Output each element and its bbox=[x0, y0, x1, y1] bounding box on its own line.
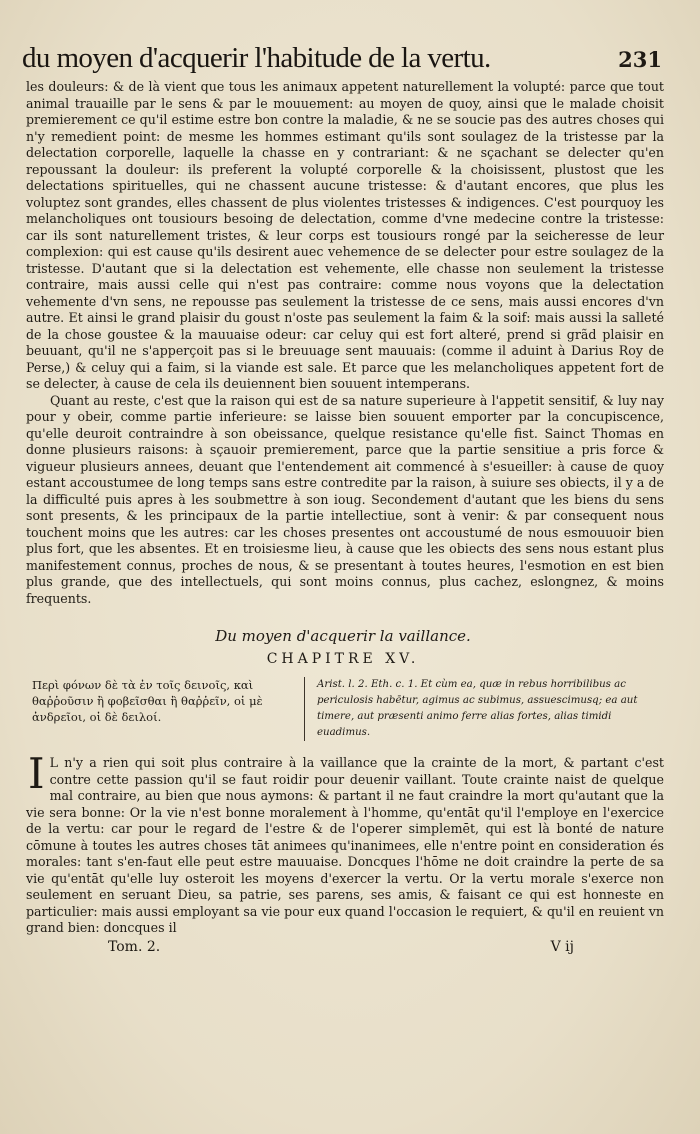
signature-mark: V ij bbox=[550, 938, 574, 955]
running-title: du moyen d'acquerir l'habitude de la vertu. bbox=[22, 42, 491, 74]
chapter-paragraph bbox=[26, 749, 664, 937]
drop-cap: I bbox=[28, 749, 45, 798]
chapter-text bbox=[22, 749, 664, 937]
page-footer bbox=[22, 937, 664, 955]
epigraph-divider bbox=[304, 677, 305, 741]
epigraphs bbox=[32, 677, 660, 741]
paragraph-1: les douleurs: & de là vient que tous les animaux appetent naturellement la volupté: parce que tout animal trauaille par le sens & par le mouuement: au moyen de quoy, ainsi que le malade choisit premierement ce qu'il estime estre bon contre la maladie, & ne se soucie pas des autres choses qui n'y remedient point: de mesme les hommes estimant qu'ils sont soulagez de la tristesse par la delectation corporelle, laquelle la chasse en y contrariant: & ne sçachant se delecter qu'en repoussant la douleur: ils preferent la volupté corporelle & la choisissent, plustost que les delectations spirituelles, qui ne chassent aucune tristesse: & d'autant encores, que plus les voluptez sont grandes, elles chassent de plus violentes tristesses & indigences. C'est pourquoy les melancholiques ont tousiours besoing de delectation, comme d'vne medecine contre la tristesse: car ils sont naturellement tristes, & leur corps est tousiours rongé par la seicheresse de leur complexion: qui est cause qu'ils desirent auec vehemence de se delecter pour estre soulagez de la tristesse. D'autant que si la delectation est vehemente, elle chasse non seulement la tristesse contraire, mais aussi celle qui n'est pas contraire: comme nous voyons que la delectation vehemente d'vn sens, ne repousse pas seulement la tristesse de ce sens, mais aussi encores d'vn autre. Et ainsi le grand plaisir du goust n'oste pas seulement la faim & la soif: mais aussi la salleté de la chose goustee & la mauuaise odeur: car celuy qui est fort alteré, prend si grãd plaisir en beuuant, qu'il ne s'apperçoit pas si le breuuage sent mauuais: (comme il aduint à Darius Roy de Perse,) & celuy qui a faim, si la viande est sale. Et parce que les melancholiques appetent fort de se delecter, à cause de cela ils deuiennent bien souuent intemperans. bbox=[26, 79, 664, 391]
paragraph-2: Quant au reste, c'est que la raison qui est de sa nature superieure à l'appetit sensitif, & luy nay pour y obeir, comme partie inferieure: se laisse bien souuent emporter par la concupiscence, qu'elle deuroit contraindre à son obeissance, quelque resistance qu'elle fist. Sainct Thomas en donne plusieurs raisons: à sçauoir premierement, parce que la partie sensitiue a pris force & vigueur plusieurs annees, deuant que l'entendement ait commencé à s'esueiller: à cause de quoy estant accoustumee de long temps sans estre contredite par la raison, à suiure ses obiects, il y a de la difficulté puis apres à les soubmettre à son ioug. Secondement d'autant que les biens du sens sont presents, & les principaux de la partie intellectiue, sont à venir: & par consequent nous touchent moins que les autres: car les choses presentes ont accoustumé de nous esmouuoir bien plus fort, que les absentes. Et en troisiesme lieu, à cause que les obiects des sens nous estant plus manifestement connus, proches de nous, & se presentant à toutes heures, l'esmotion en est bien plus grande, que des intellectuels, qui sont moins connus, plus cachez, eslongnez, & moins frequents. bbox=[26, 392, 664, 606]
latin-marginal-note: Arist. l. 2. Eth. c. 1. Et cùm ea, quæ in rebus horribilibus ac periculosis habētur, agimus ac subimus, assuescimusq; ea aut timere, aut præsenti animo ferre alias fortes, alias timidi euadimus. bbox=[317, 679, 638, 738]
running-head bbox=[22, 42, 664, 75]
body-text bbox=[22, 79, 664, 607]
volume-mark: Tom. 2. bbox=[108, 938, 161, 955]
greek-epigraph: Περὶ φόνων δὲ τὰ ἐν τοῖς δεινοῖς, καὶ θαῤῥοῦσιν ἢ φοβεῖσθαι ἢ θαῤῥεῖν, οἱ μὲ ἀνδρεῖοι, οἱ δὲ δειλοί. bbox=[32, 678, 263, 724]
section-title: Du moyen d'acquerir la vaillance. bbox=[215, 627, 471, 645]
chapter-heading: CHAPITRE XV. bbox=[266, 651, 420, 667]
page-number: 231 bbox=[618, 47, 662, 72]
chapter-paragraph-text: L n'y a rien qui soit plus contraire à la vaillance que la crainte de la mort, & partant c'est contre cette passion qu'il se faut roidir pour deuenir vaillant. Toute crainte naist de quelque mal contraire, au bien que nous aymons: & partant il ne faut craindre la mort qu'autant que la vie sera bonne: Or la vie n'est bonne moralement à l'homme, qu'entāt qu'il l'employe en l'exercice de la vertu: car pour le regard de l'estre & de l'operer simplemēt, qui est là bonté de nature cōmune à toutes les autres choses tāt animees qu'inanimees, elle n'entre point en consideration és morales: tant s'en-faut elle peut estre mauuaise. Doncques l'hōme ne doit craindre la perte de sa vie qu'entāt qu'elle luy osteroit les moyens d'exercer la vertu. Or la vertu morale s'exerce non seulement en seruant Dieu, sa patrie, ses parens, ses amis, & faisant ce qui est honneste en particulier: mais aussi employant sa vie pour eux quand l'occasion le requiert, & qu'il en reuient vn grand bien: doncques il bbox=[26, 755, 664, 935]
